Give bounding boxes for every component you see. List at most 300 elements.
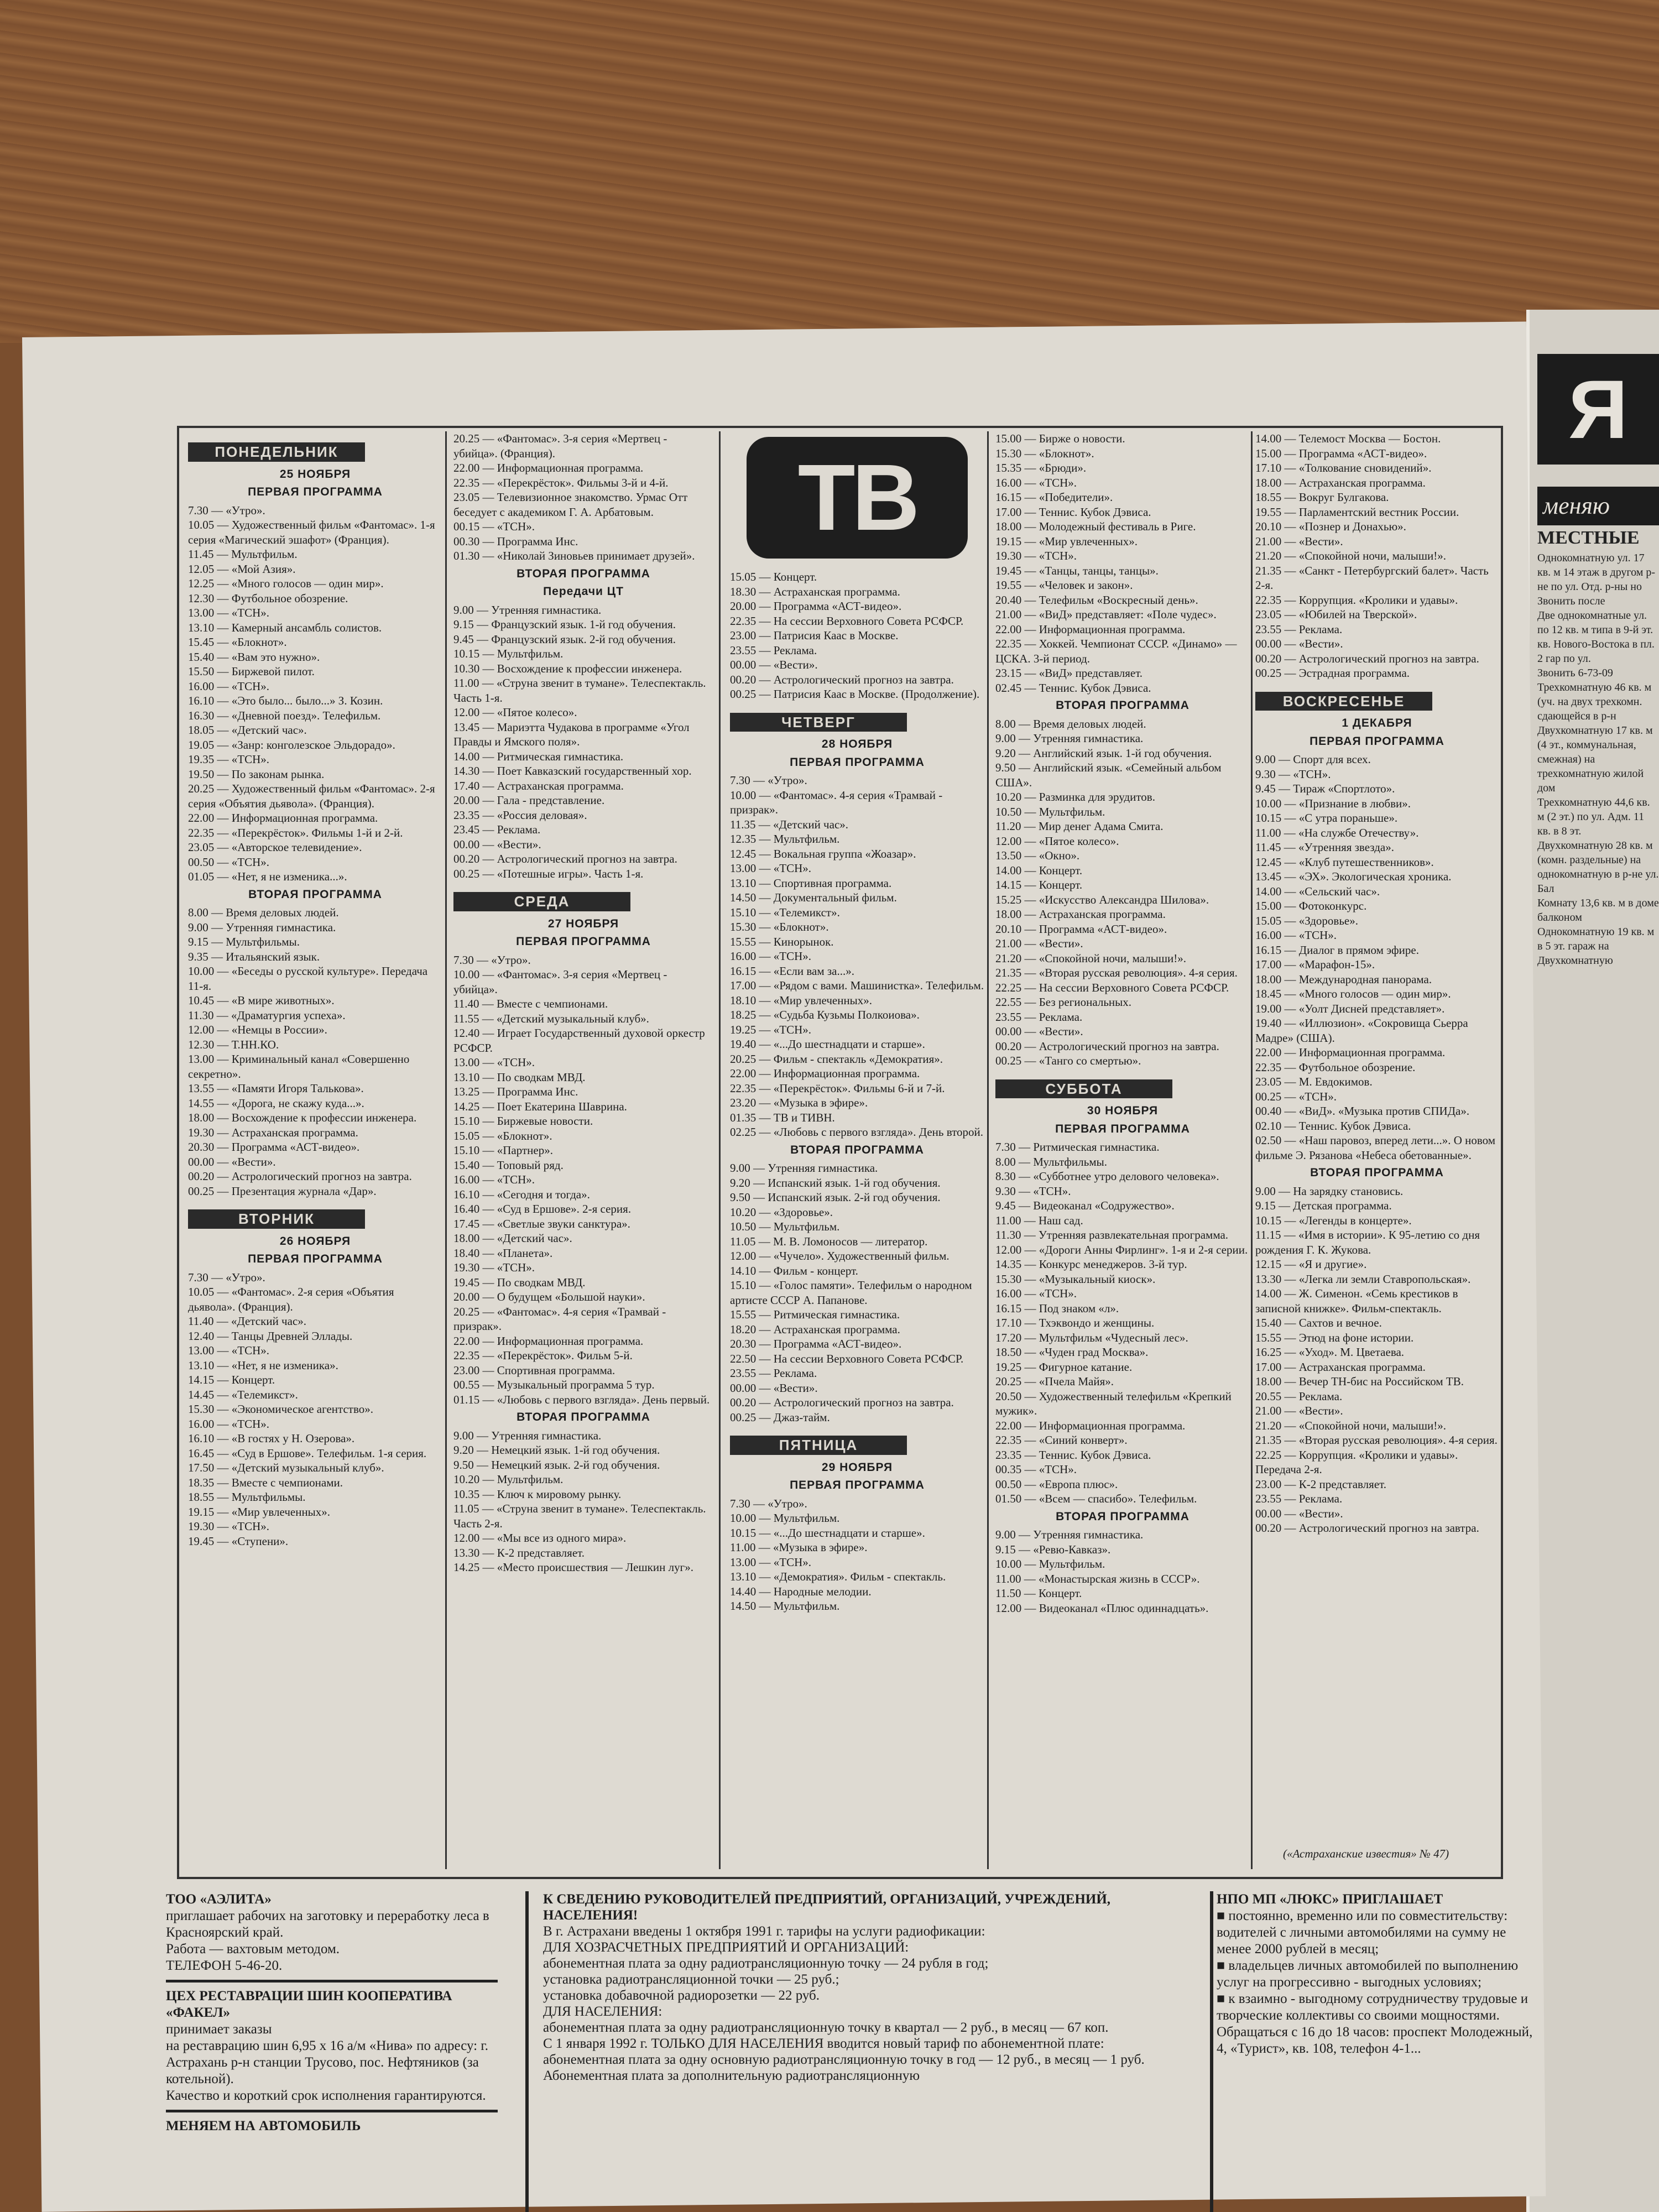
listing-group — [995, 431, 1250, 695]
listing-item: 15.55 — Ритмическая гимнастика. — [730, 1308, 900, 1321]
listing-item: 16.10 — «Это было... было...» З. Козин. — [188, 694, 383, 707]
listing-item: 00.25 — «Танго со смертью». — [995, 1054, 1141, 1067]
listing-item: 19.00 — «Уолт Дисней представляет». — [1255, 1001, 1445, 1015]
listing-item: 18.40 — «Планета». — [453, 1246, 553, 1260]
listing-item: Однокомнатную 19 кв. м в 5 эт. гараж на — [1537, 926, 1655, 952]
listing-item: Комнату 13,6 кв. м в доме балконом — [1537, 897, 1659, 924]
listing-item: 19.45 — «Танцы, танцы, танцы». — [995, 564, 1159, 577]
listing-item: 12.00 — «Дороги Анны Фирлинг». 1-я и 2-я серии. — [995, 1243, 1248, 1256]
program-header: ПЕРВАЯ ПРОГРАММА — [1055, 1122, 1190, 1135]
listing-item: 22.35 — «Перекрёсток». Фильмы 6-й и 7-й. — [730, 1081, 945, 1095]
ad-lines — [166, 1908, 498, 1974]
listing-item: 14.15 — Концерт. — [188, 1373, 275, 1386]
listing-item: 00.20 — Астрологический прогноз на завтра. — [995, 1039, 1219, 1053]
listing-item: 23.00 — Патрисия Каас в Москве. — [730, 629, 899, 642]
listing-item: Двухкомнатную — [1537, 954, 1613, 967]
listing-item: 13.00 — «ТСН». — [730, 862, 811, 875]
listing-item: 15.25 — «Искусство Александра Шилова». — [995, 893, 1209, 906]
listing-item: 18.00 — Астраханская программа. — [1255, 476, 1426, 489]
listing-item: 19.40 — «...До шестнадцати и старше». — [730, 1037, 925, 1051]
listing-item: 7.30 — «Утро». — [730, 774, 807, 787]
program-header: ПЕРВАЯ ПРОГРАММА — [1310, 734, 1444, 748]
listing-item: 01.35 — ТВ и ТИВН. — [730, 1110, 835, 1124]
listing-item: 9.50 — Немецкий язык. 2-й год обучения. — [453, 1458, 660, 1472]
listing-item: 00.20 — Астрологический прогноз на завтра. — [453, 852, 677, 865]
listing-item: 14.15 — Концерт. — [995, 878, 1083, 891]
listing-item: принимает заказы — [166, 2022, 272, 2037]
listing-item: 00.25 — Патрисия Каас в Москве. (Продолжение). — [730, 687, 980, 701]
listing-item: 19.50 — По законам рынка. — [188, 767, 325, 781]
listing-item: 21.00 — «Вести». — [1255, 534, 1343, 548]
listing-item: 14.40 — Народные мелодии. — [730, 1584, 872, 1598]
listing-item: 13.10 — «Нет, я не изменика». — [188, 1358, 338, 1372]
listing-item: 18.30 — Астраханская программа. — [730, 585, 900, 598]
listing-item: 13.10 — По сводкам МВД. — [453, 1070, 586, 1084]
listing-item: 17.45 — «Светлые звуки санктура». — [453, 1217, 630, 1230]
listing-item: 10.00 — Мультфильм. — [730, 1511, 840, 1525]
listing-item: 16.00 — «ТСН». — [188, 679, 269, 693]
listing-item: 00.25 — Эстрадная программа. — [1255, 666, 1410, 680]
listing-item: 00.20 — Астрологический прогноз на завтра. — [1255, 651, 1479, 665]
listing-item: 20.55 — Реклама. — [1255, 1389, 1343, 1403]
listing-item: установка радиотрансляционной точки — 25 руб.; — [543, 1972, 839, 1987]
listing-group — [453, 1428, 713, 1575]
listing-item: 7.30 — «Утро». — [188, 1270, 265, 1284]
listing-item: 22.35 — Футбольное обозрение. — [1255, 1060, 1416, 1074]
listing-item: 23.05 — «Юбилей на Тверской». — [1255, 608, 1417, 621]
date-label: 25 НОЯБРЯ — [279, 467, 351, 481]
listing-item: 10.15 — «Легенды в концерте». — [1255, 1213, 1412, 1227]
listing-item: 23.05 — М. Евдокимов. — [1255, 1075, 1373, 1088]
listing-item: 23.55 — Реклама. — [1255, 1492, 1343, 1505]
listing-item: 9.45 — Видеоканал «Содружество». — [995, 1199, 1175, 1212]
listing-item: приглашает рабочих на заготовку и переработку леса в Красноярский край. — [166, 1908, 489, 1940]
date-label: 27 НОЯБРЯ — [547, 917, 619, 930]
listing-item: 16.00 — «ТСН». — [995, 476, 1077, 489]
listing-item: 00.00 — «Вести». — [730, 658, 818, 671]
listing-item: абонементная плата за одну радиотрансляционную точку в квартал — 2 руб., в месяц — 67 коп. — [543, 2020, 1109, 2035]
listing-item: 11.40 — «Детский час». — [188, 1314, 307, 1328]
listing-item: 10.00 — Мультфильм. — [995, 1557, 1105, 1571]
listing-item: 13.10 — Камерный ансамбль солистов. — [188, 620, 382, 634]
listing-item: 19.30 — «ТСН». — [188, 1520, 269, 1533]
listing-item: 20.50 — Художественный телефильм «Крепкий мужик». — [995, 1389, 1232, 1417]
listing-item: 10.15 — «С утра пораньше». — [1255, 811, 1398, 825]
listing-group — [730, 773, 984, 1140]
listing-item: 18.25 — «Судьба Кузьмы Полкоиова». — [730, 1008, 920, 1021]
listing-item: 13.00 — «ТСН». — [188, 1344, 269, 1357]
listing-item: 21.35 — «Санкт - Петербургский балет». Часть 2-я. — [1255, 564, 1489, 592]
listing-item: 9.45 — Французский язык. 2-й год обучения. — [453, 632, 676, 646]
listing-item: Абонементная плата за дополнительную радиотрансляционную — [543, 2068, 920, 2083]
listing-item: 22.35 — На сессии Верховного Совета РСФСР. — [730, 614, 964, 628]
listing-item: 13.45 — «ЭХ». Экологическая хроника. — [1255, 870, 1452, 883]
listing-item: 14.45 — «Телемикст». — [188, 1387, 298, 1401]
listing-item: 23.35 — Теннис. Кубок Дэвиса. — [995, 1448, 1151, 1462]
listing-item: 15.40 — «Вам это нужно». — [188, 650, 320, 664]
day-header-thursday: ЧЕТВЕРГ — [730, 713, 907, 732]
listing-item: 22.00 — Информационная программа. — [995, 1418, 1186, 1432]
listing-item: 9.00 — Утренняя гимнастика. — [453, 1428, 602, 1442]
right-page-heading-card: Я — [1537, 354, 1659, 465]
listing-group — [730, 1496, 984, 1614]
listing-item: 16.30 — «Дневной поезд». Телефильм. — [188, 708, 381, 722]
listing-item: 00.30 — Программа Инс. — [453, 534, 578, 548]
listing-item: 18.50 — «Чуден град Москва». — [995, 1345, 1149, 1359]
listing-item: 9.15 — Мультфильмы. — [188, 935, 300, 948]
listing-item: 14.50 — Мультфильм. — [730, 1599, 840, 1613]
listing-item: 10.00 — «Фантомас». 4-я серия «Трамвай - призрак». — [730, 788, 943, 816]
listing-item: 22.00 — Информационная программа. — [730, 1067, 920, 1080]
listing-item: 9.00 — На зарядку становись. — [1255, 1184, 1404, 1198]
listing-item: 14.00 — Концерт. — [995, 863, 1083, 877]
listing-item: 9.20 — Испанский язык. 1-й год обучения. — [730, 1176, 941, 1190]
listing-item: 00.25 — «ТСН». — [1255, 1089, 1337, 1103]
listing-item: 00.25 — «Потешные игры». Часть 1-я. — [453, 867, 644, 880]
listing-item: 21.00 — «ВиД» представляет: «Поле чудес». — [995, 608, 1217, 621]
wooden-table — [0, 0, 1659, 343]
listing-item: 00.25 — Джаз-тайм. — [730, 1410, 830, 1424]
listing-item: 14.50 — Документальный фильм. — [730, 891, 897, 904]
listing-item: 19.15 — «Мир увлеченных». — [188, 1505, 331, 1519]
listing-item: 19.30 — «ТСН». — [995, 549, 1077, 562]
listing-item: 22.35 — «Перекрёсток». Фильмы 1-й и 2-й. — [188, 826, 403, 839]
listing-item: 8.00 — Время деловых людей. — [995, 717, 1146, 731]
listing-item: 16.15 — «Победители». — [995, 491, 1113, 504]
listing-item: 10.45 — «В мире животных». — [188, 994, 335, 1007]
day-header-wednesday: СРЕДА — [453, 892, 630, 911]
listing-item: 11.40 — Вместе с чемпионами. — [453, 997, 608, 1010]
listing-group — [453, 431, 713, 564]
day-header-friday: ПЯТНИЦА — [730, 1436, 907, 1455]
program-header: ПЕРВАЯ ПРОГРАММА — [248, 1253, 383, 1265]
listing-item: 12.45 — «Клуб путешественников». — [1255, 855, 1434, 869]
column-divider — [445, 431, 447, 1869]
listing-item: 10.00 — «Беседы о русской культуре». Передача 11-я. — [188, 964, 428, 993]
listing-item: 10.15 — Мультфильм. — [453, 647, 564, 660]
listing-item: 11.05 — М. В. Ломоносов — литератор. — [730, 1234, 928, 1248]
listing-item: 15.05 — «Здоровье». — [1255, 914, 1358, 927]
listing-item: установка добавочной радиорозетки — 22 руб. — [543, 1988, 820, 2003]
right-page-section-heading: МЕСТНЫЕ — [1537, 528, 1640, 548]
listing-item: 9.00 — Утренняя гимнастика. — [453, 603, 602, 617]
listing-item: 19.45 — По сводкам МВД. — [453, 1275, 586, 1289]
listing-item: 9.50 — Испанский язык. 2-й год обучения. — [730, 1191, 941, 1204]
listing-item: 19.30 — «ТСН». — [453, 1261, 535, 1274]
listing-item: 13.00 — «ТСН». — [453, 1056, 535, 1069]
ad-title: К СВЕДЕНИЮ РУКОВОДИТЕЛЕЙ ПРЕДПРИЯТИЙ, ОРГАНИЗАЦИЙ, УЧРЕЖДЕНИЙ, НАСЕЛЕНИЯ! — [543, 1892, 1111, 1923]
column-divider — [1251, 431, 1253, 1869]
listing-item: 22.35 — Коррупция. «Кролики и удавы». — [1255, 593, 1458, 607]
listing-item: 17.00 — «Рядом с вами. Машинистка». Телефильм. — [730, 979, 984, 992]
program-header: ВТОРАЯ ПРОГРАММА — [1310, 1166, 1444, 1179]
listing-item: 9.00 — Спорт для всех. — [1255, 753, 1371, 766]
listing-item: 22.25 — Коррупция. «Кролики и удавы». Передача 2-я. — [1255, 1448, 1458, 1476]
listing-item: 15.35 — «Брюди». — [995, 461, 1087, 474]
program-header: ВТОРАЯ ПРОГРАММА — [517, 567, 650, 580]
listing-item: 11.55 — «Детский музыкальный клуб». — [453, 1011, 649, 1025]
listing-item: Двухкомнатную 28 кв. м (комн. раздельные) на однокомнатную в р-не ул. Бал — [1537, 839, 1659, 895]
listing-item: 9.20 — Немецкий язык. 1-й год обучения. — [453, 1443, 660, 1457]
listing-item: 12.05 — «Мой Азия». — [188, 562, 296, 576]
listing-item: 12.00 — «Мы все из одного мира». — [453, 1531, 627, 1545]
listing-item: 02.25 — «Любовь с первого взгляда». День второй. — [730, 1125, 984, 1139]
classified-lines — [1537, 551, 1659, 968]
listing-item: 13.55 — «Памяти Игоря Талькова». — [188, 1082, 364, 1095]
listing-item: 15.55 — Этюд на фоне истории. — [1255, 1331, 1414, 1344]
listing-item: 12.00 — «Чучело». Художественный фильм. — [730, 1249, 950, 1262]
listing-group — [188, 1270, 442, 1549]
listing-item: 9.20 — Английский язык. 1-й год обучения. — [995, 746, 1212, 760]
listing-item: 23.55 — Реклама. — [1255, 622, 1343, 636]
listing-item: 9.30 — «ТСН». — [1255, 767, 1331, 781]
listing-item: 14.30 — Поет Кавказский государственный хор. — [453, 764, 692, 778]
listing-item: Качество и короткий срок исполнения гарантируются. — [166, 2088, 486, 2103]
listing-item: 23.05 — «Авторское телевидение». — [188, 841, 362, 854]
listing-item: 23.35 — «Россия деловая». — [453, 808, 587, 822]
listing-item: 15.55 — Кинорынок. — [730, 935, 834, 948]
listing-item: 19.30 — Астраханская программа. — [188, 1125, 358, 1139]
listing-item: 18.55 — Вокруг Булгакова. — [1255, 491, 1389, 504]
listing-item: Две однокомнатные ул. по 12 кв. м типа в 9-й эт. кв. Нового-Востока в пл. 2 гар по ул. — [1537, 609, 1655, 665]
listing-group — [730, 1161, 984, 1425]
listing-item: 17.40 — Астраханская программа. — [453, 779, 624, 792]
listing-item: 00.50 — «Европа плюс». — [995, 1477, 1118, 1491]
listing-item: 23.45 — Реклама. — [453, 823, 541, 836]
listing-item: 18.10 — «Мир увлеченных». — [730, 993, 873, 1007]
listing-item: 12.40 — Играет Государственный духовой оркестр РСФСР. — [453, 1026, 705, 1055]
listing-item: 00.20 — Астрологический прогноз на завтра. — [730, 1396, 954, 1409]
date-label: 26 НОЯБРЯ — [279, 1234, 351, 1248]
listing-item: 20.40 — Телефильм «Воскресный день». — [995, 593, 1198, 607]
listing-item: 17.20 — Мультфильм «Чудесный лес». — [995, 1331, 1188, 1344]
listing-item: 15.00 — Бирже о новости. — [995, 432, 1125, 445]
listing-item: 20.25 — Художественный фильм «Фантомас». 2-я серия «Объятия дьявола». (Франция). — [188, 782, 435, 810]
listing-item: ТЕЛЕФОН 5-46-20. — [166, 1958, 283, 1973]
listing-item: 21.20 — «Спокойной ночи, малыши!». — [1255, 549, 1446, 562]
listing-item: Трехкомнатную 44,6 кв. м (2 эт.) по ул. Адм. 11 кв. в 8 эт. — [1537, 796, 1650, 837]
listing-item: 02.45 — Теннис. Кубок Дэвиса. — [995, 681, 1151, 695]
listing-item: 20.25 — «Пчела Майя». — [995, 1375, 1114, 1388]
listing-item: 19.35 — «ТСН». — [188, 753, 269, 766]
date-label: 29 НОЯБРЯ — [821, 1460, 893, 1474]
listing-item: 15.45 — «Блокнот». — [188, 635, 287, 649]
listing-item: 7.30 — «Утро». — [188, 503, 265, 517]
listing-item: 12.45 — Вокальная группа «Жоазар». — [730, 847, 916, 860]
listing-item: 16.00 — «ТСН». — [730, 950, 811, 963]
ad-block-right — [1217, 1891, 1537, 2212]
listing-item: абонементная плата за одну радиотрансляционную точку — 24 рубля в год; — [543, 1956, 989, 1971]
listing-item: 16.00 — «ТСН». — [1255, 928, 1337, 942]
listing-item: 00.20 — Астрологический прогноз на завтра. — [730, 672, 954, 686]
listing-item: 14.00 — Ритмическая гимнастика. — [453, 749, 624, 763]
ad-title: НПО МП «ЛЮКС» ПРИГЛАШАЕТ — [1217, 1892, 1443, 1907]
listing-item: 18.00 — Восхождение к профессии инженера. — [188, 1111, 417, 1124]
listing-item: 18.35 — Вместе с чемпионами. — [188, 1475, 343, 1489]
listing-item: 16.15 — «Если вам за...». — [730, 964, 854, 978]
listing-item: 15.00 — Программа «АСТ-видео». — [1255, 446, 1427, 460]
listing-item: 18.55 — Мультфильмы. — [188, 1490, 306, 1504]
listing-item: 15.30 — «Блокнот». — [730, 920, 829, 933]
listing-item: 14.00 — «Сельский час». — [1255, 884, 1380, 898]
listing-item: 19.05 — «Занр: конголезское Эльдорадо». — [188, 738, 395, 752]
listing-item: 00.20 — Астрологический прогноз на завтра. — [188, 1170, 412, 1183]
listing-item: 00.00 — «Вести». — [995, 1025, 1083, 1038]
listing-item: 15.50 — Биржевой пилот. — [188, 665, 315, 678]
listing-item: 19.15 — «Мир увлеченных». — [995, 534, 1138, 548]
listing-item: 17.00 — «Марафон-15». — [1255, 958, 1375, 971]
listing-item: 20.10 — «Познер и Донахью». — [1255, 520, 1406, 533]
listing-item: 19.55 — Парламентский вестник России. — [1255, 505, 1459, 519]
listing-item: 11.15 — «Имя в истории». К 95-летию со дня рождения Г. К. Жукова. — [1255, 1228, 1480, 1256]
listing-item: ДЛЯ ХОЗРАСЧЕТНЫХ ПРЕДПРИЯТИЙ И ОРГАНИЗАЦИЙ: — [543, 1940, 909, 1955]
listing-item: 23.05 — Телевизионное знакомство. Урмас Отт беседует с академиком Г. А. Арбатовым. — [453, 491, 688, 519]
listing-item: ДЛЯ НАСЕЛЕНИЯ: — [543, 2004, 662, 2019]
listing-item: 23.55 — Реклама. — [730, 643, 817, 657]
listing-item: 11.05 — «Струна звенит в тумане». Телеспектакль. Часть 2-я. — [453, 1502, 706, 1530]
listing-item: 23.20 — «Музыка в эфире». — [730, 1096, 868, 1109]
listing-item: ■ к взаимно - выгодному сотрудничеству трудовые и творческие коллективы со своими мощностями. — [1217, 1991, 1528, 2023]
ad-divider — [166, 1980, 498, 1983]
listing-item: 20.10 — Программа «АСТ-видео». — [995, 922, 1167, 936]
program-header: ВТОРАЯ ПРОГРАММА — [517, 1411, 650, 1423]
column-divider — [719, 431, 721, 1869]
listing-item: 21.00 — «Вести». — [1255, 1404, 1343, 1417]
listing-group — [453, 953, 713, 1407]
listing-item: 18.00 — Международная панорама. — [1255, 972, 1432, 986]
listing-item: 10.20 — Разминка для эрудитов. — [995, 790, 1155, 804]
listing-item: 10.00 — «Фантомас». 3-я серия «Мертвец - убийца». — [453, 968, 667, 996]
listing-item: 11.35 — «Детский час». — [730, 817, 849, 831]
program-header: ВТОРАЯ ПРОГРАММА — [248, 888, 382, 901]
listing-item: 14.55 — «Дорога, не скажу куда...». — [188, 1096, 364, 1110]
listing-item: 10.30 — Восхождение к профессии инженера. — [453, 661, 682, 675]
listing-item: 16.25 — «Уход». М. Цветаева. — [1255, 1345, 1405, 1359]
listing-item: 15.10 — «Партнер». — [453, 1144, 553, 1157]
tv-logo: ТВ — [747, 437, 968, 559]
listing-item: абонементная плата за одну основную радиотрансляционную точку в год — 12 руб., в месяц — 1 руб. — [543, 2052, 1145, 2067]
listing-item: 12.00 — «Немцы в России». — [188, 1023, 327, 1036]
listing-item: 14.00 — Телемост Москва — Бостон. — [1255, 432, 1441, 445]
listing-item: 17.10 — Тхэквондо и женщины. — [995, 1316, 1155, 1329]
listing-item: 13.10 — Спортивная программа. — [730, 876, 892, 890]
listing-item: 11.20 — Мир денег Адама Смита. — [995, 820, 1164, 833]
listing-item: 00.50 — «ТСН». — [188, 855, 269, 869]
listing-item: 19.45 — «Ступени». — [188, 1534, 289, 1548]
listing-item: 9.30 — «ТСН». — [995, 1184, 1071, 1198]
listing-item: 10.05 — Художественный фильм «Фантомас». 1-я серия «Магический эшафот» (Франция). — [188, 518, 435, 546]
listing-item: 10.15 — «...До шестнадцати и старше». — [730, 1526, 925, 1540]
listing-item: 9.45 — Тираж «Спортлото». — [1255, 782, 1395, 795]
listing-item: 9.00 — Утренняя гимнастика. — [730, 1161, 878, 1175]
listing-item: 20.25 — «Фантомас». 3-я серия «Мертвец - убийца». (Франция). — [453, 432, 667, 460]
listing-item: 11.45 — «Утренняя звезда». — [1255, 841, 1394, 854]
right-page-classifieds — [1537, 487, 1659, 2212]
listing-item: 8.00 — Время деловых людей. — [188, 906, 339, 919]
listing-item: 16.00 — «ТСН». — [453, 1173, 535, 1186]
listing-item: 12.40 — Танцы Древней Эллады. — [188, 1329, 353, 1343]
listing-item: 22.25 — На сессии Верховного Совета РСФСР. — [995, 980, 1229, 994]
listing-item: 00.00 — «Вести». — [730, 1381, 818, 1395]
listing-item: 11.50 — Концерт. — [995, 1587, 1082, 1600]
listing-item: 20.30 — Программа «АСТ-видео». — [730, 1337, 902, 1350]
listing-item: 19.25 — Фигурное катание. — [995, 1360, 1133, 1374]
listing-item: 9.50 — Английский язык. «Семейный альбом США». — [995, 761, 1222, 789]
listing-item: 02.10 — Теннис. Кубок Дэвиса. — [1255, 1119, 1411, 1133]
listing-item: 15.10 — Биржевые новости. — [453, 1114, 593, 1128]
listing-item: 13.30 — К-2 представляет. — [453, 1546, 585, 1559]
listing-item: 18.45 — «Много голосов — один мир». — [1255, 987, 1451, 1000]
program-header: ПЕРВАЯ ПРОГРАММА — [790, 755, 925, 769]
day-header-saturday: СУББОТА — [995, 1079, 1172, 1099]
listing-item: 18.00 — Вечер ТН-бис на Российском ТВ. — [1255, 1375, 1464, 1388]
listing-item: 00.40 — «ВиД». «Музыка против СПИДа». — [1255, 1104, 1470, 1118]
listing-item: 22.35 — «Перекрёсток». Фильмы 3-й и 4-й. — [453, 476, 669, 489]
listing-item: 11.00 — «Монастырская жизнь в СССР». — [995, 1572, 1200, 1585]
listing-item: 22.00 — Информационная программа. — [188, 811, 378, 825]
listing-item: 22.35 — «Перекрёсток». Фильм 5-й. — [453, 1349, 633, 1362]
listing-item: 16.40 — «Суд в Ершове». 2-я серия. — [453, 1202, 632, 1215]
listing-item: 16.15 — Диалог в прямом эфире. — [1255, 943, 1419, 957]
listing-item: 16.10 — «В гостях у Н. Озерова». — [188, 1432, 355, 1445]
listing-item: 10.35 — Ключ к мировому рынку. — [453, 1487, 622, 1501]
listing-item: Звонить после — [1537, 595, 1605, 607]
schedule-column-1 — [188, 431, 442, 1869]
schedule-column-3 — [730, 431, 984, 1869]
listing-item: 16.15 — Под знаком «л». — [995, 1301, 1119, 1315]
listing-item: Двухкомнатную 17 кв. м (4 эт., коммунальная, смежная) на трехкомнатную жилой дом — [1537, 724, 1653, 794]
listing-item: 10.20 — Мультфильм. — [453, 1473, 564, 1486]
listing-item: 12.30 — Футбольное обозрение. — [188, 591, 348, 605]
listing-item: 18.00 — Астраханская программа. — [995, 907, 1166, 921]
listing-item: 20.25 — «Фантомас». 4-я серия «Трамвай - призрак». — [453, 1305, 666, 1333]
schedule-column-5 — [1255, 431, 1499, 1869]
ad-title: ТОО «АЭЛИТА» — [166, 1892, 272, 1907]
listing-item: 13.10 — «Демократия». Фильм - спектакль. — [730, 1570, 946, 1583]
listing-group — [1255, 752, 1499, 1162]
listing-item: 12.30 — Т.НН.КО. — [188, 1037, 279, 1051]
listing-item: 23.00 — Спортивная программа. — [453, 1363, 615, 1377]
listing-item: 9.00 — Утренняя гимнастика. — [995, 732, 1144, 745]
listing-item: 21.00 — «Вести». — [995, 937, 1083, 950]
schedule-column-2 — [453, 431, 713, 1869]
listing-item: 7.30 — Ритмическая гимнастика. — [995, 1140, 1160, 1154]
listing-item: 01.05 — «Нет, я не изменика...». — [188, 870, 347, 883]
listing-group — [188, 905, 442, 1198]
listing-item: 22.00 — Информационная программа. — [453, 1334, 644, 1348]
listing-item: 23.00 — К-2 представляет. — [1255, 1477, 1386, 1491]
listing-item: 00.00 — «Вести». — [453, 837, 541, 851]
listing-item: 9.00 — Утренняя гимнастика. — [188, 920, 336, 934]
listing-item: 14.25 — «Место происшествия — Лешкин луг». — [453, 1561, 693, 1574]
listing-group — [188, 503, 442, 884]
listing-item: 9.00 — Утренняя гимнастика. — [995, 1528, 1144, 1541]
listing-item: 21.35 — «Вторая русская революция». 4-я серия. — [995, 966, 1238, 979]
listing-item: 20.00 — Программа «АСТ-видео». — [730, 599, 902, 613]
listing-item: 11.30 — Утренняя развлекательная программа. — [995, 1228, 1229, 1241]
listing-item: 12.25 — «Много голосов — один мир». — [188, 577, 384, 590]
ad-lines — [543, 1923, 1196, 2084]
listing-item: 00.35 — «ТСН». — [995, 1463, 1077, 1476]
listing-item: 15.10 — «Голос памяти». Телефильм о народном артисте СССР А. Папанове. — [730, 1279, 972, 1307]
listing-group — [453, 603, 713, 881]
listing-item: 14.25 — Поет Екатерина Шаврина. — [453, 1099, 627, 1113]
listing-item: Однокомнатную ул. 17 кв. м 14 этаж в другом р-не по ул. Отд. р-ны но — [1537, 552, 1656, 593]
listing-item: 21.20 — «Спокойной ночи, малыши!». — [995, 951, 1186, 965]
listing-group — [1255, 1184, 1499, 1536]
ad-title: МЕНЯЕМ НА АВТОМОБИЛЬ — [166, 2119, 361, 2133]
listing-item: 16.00 — «ТСН». — [995, 1287, 1077, 1300]
